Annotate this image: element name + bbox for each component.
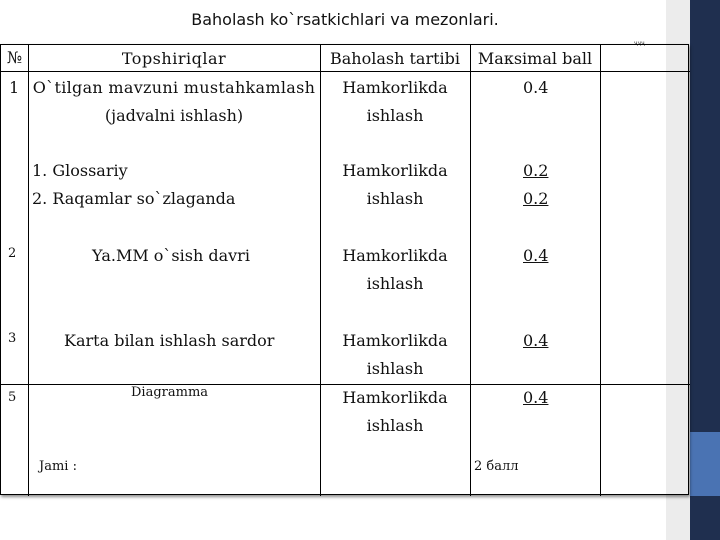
ball-value: 0.2 <box>523 189 549 208</box>
ball-value: 0.4 <box>523 388 549 407</box>
task-text: Ya.MM o`sish davri <box>92 246 250 265</box>
total-value: 2 балл <box>474 459 519 474</box>
page-title: Baholash ko`rsatkichlari va mezonlari. <box>191 10 499 29</box>
ball-value: 0.2 <box>523 161 549 180</box>
grid-line <box>600 45 601 496</box>
header-tasks: Topshiriqlar <box>121 49 227 68</box>
procedure-text: ishlash <box>366 416 424 435</box>
row-number: 1 <box>9 78 20 97</box>
total-label: Jami : <box>39 459 77 474</box>
row-number: 3 <box>8 331 17 346</box>
procedure-text: Hamkorlikda <box>342 246 448 265</box>
row-number: 5 <box>8 390 17 405</box>
task-text: 2. Raqamlar so`zlaganda <box>32 189 236 208</box>
procedure-text: Hamkorlikda <box>342 388 448 407</box>
task-text: 1. Glossariy <box>32 161 128 180</box>
task-text: Karta bilan ishlash sardor <box>64 331 275 350</box>
row-number: 2 <box>8 246 17 261</box>
ball-value: 0.4 <box>523 331 549 350</box>
header-procedure: Baholash tartibi <box>329 49 460 68</box>
corner-note: ҷҷҷ <box>634 40 645 47</box>
header-number: № <box>6 48 23 67</box>
ball-value: 0.4 <box>523 246 549 265</box>
header-max-ball: Макsimal ball <box>477 49 593 68</box>
procedure-text: ishlash <box>366 189 424 208</box>
procedure-text: ishlash <box>366 274 424 293</box>
procedure-text: ishlash <box>366 359 424 378</box>
grid-line <box>470 45 471 496</box>
procedure-text: Hamkorlikda <box>342 331 448 350</box>
task-text: Diagramma <box>131 385 209 400</box>
procedure-text: Hamkorlikda <box>342 78 448 97</box>
evaluation-table <box>0 44 689 495</box>
procedure-text: Hamkorlikda <box>342 161 448 180</box>
task-text: O`tilgan mavzuni mustahkamlash <box>32 78 316 97</box>
blue-accent-bar <box>690 432 720 496</box>
task-text: (jadvalni ishlash) <box>104 106 244 125</box>
procedure-text: ishlash <box>366 106 424 125</box>
ball-value: 0.4 <box>523 78 549 97</box>
